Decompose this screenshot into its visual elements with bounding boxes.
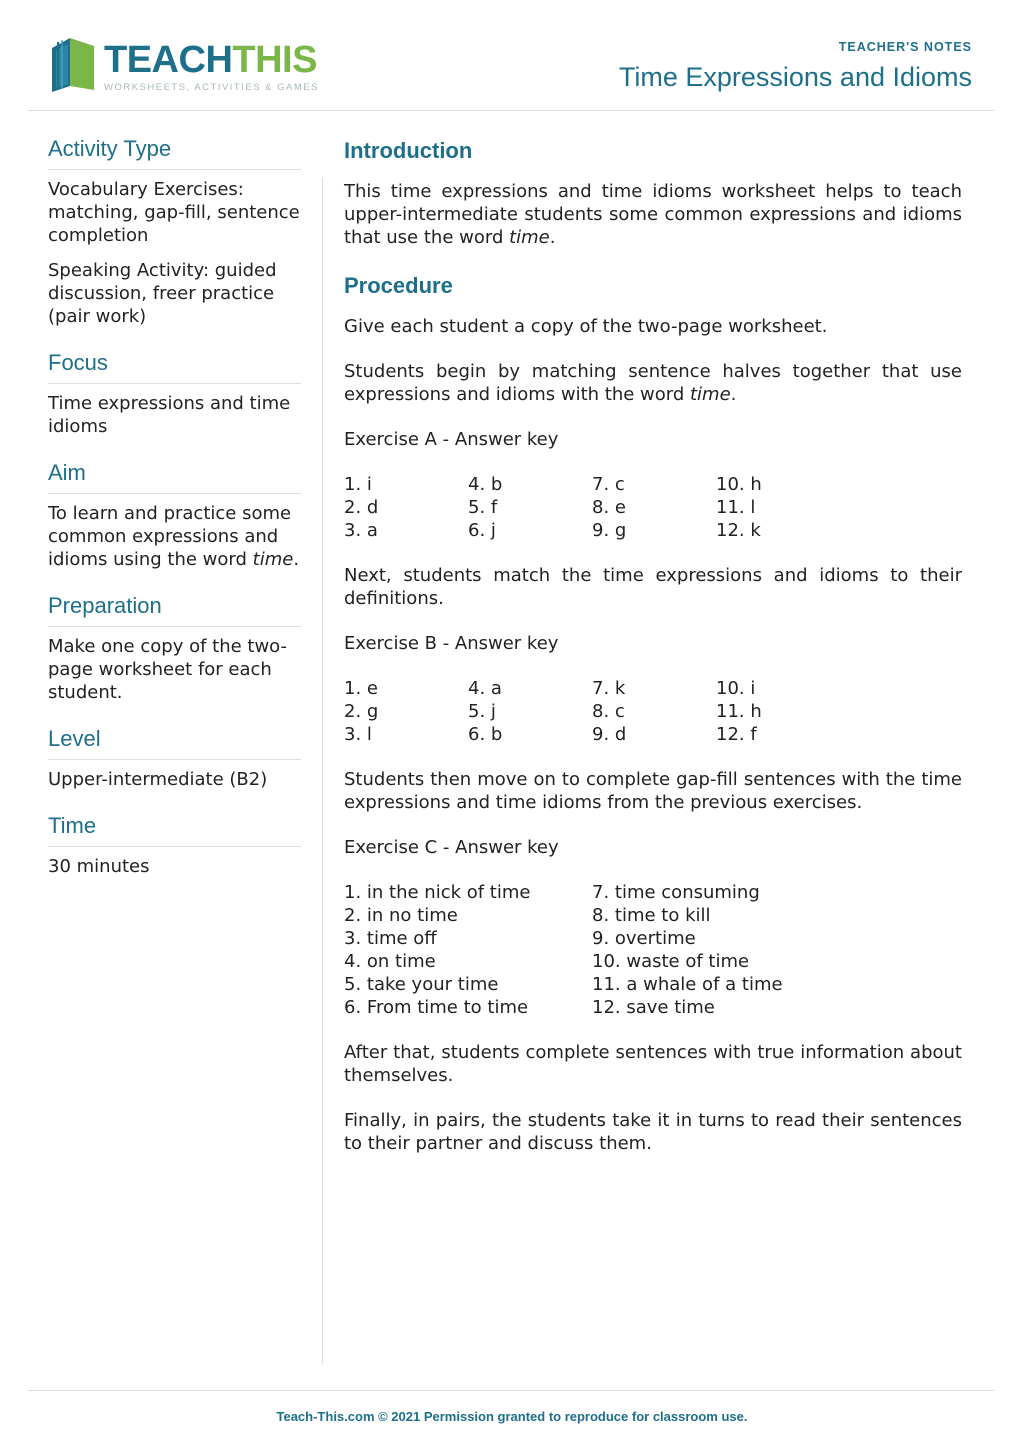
- introduction-text: [344, 180, 962, 249]
- paragraph: Speaking Activity: guided discussion, freer practice (pair work): [48, 260, 277, 327]
- paragraph: Vocabulary Exercises: matching, gap-fill, sentence completion: [48, 179, 300, 246]
- answer-cell: 6. j: [468, 520, 496, 541]
- exercise-c-answer-key: [344, 881, 962, 1019]
- answer-cell: 5. f: [468, 497, 498, 518]
- brand-name-part2: THIS: [232, 39, 317, 81]
- section-heading: Aim: [48, 460, 301, 494]
- sidebar-section-aim: [48, 460, 301, 571]
- sidebar: [48, 136, 301, 900]
- section-heading: Time: [48, 813, 301, 847]
- sidebar-section-focus: [48, 350, 301, 438]
- answer-cell: 10. waste of time: [592, 951, 750, 972]
- exercise-b-title: Exercise B - Answer key: [344, 633, 559, 654]
- answer-cell: 9. overtime: [592, 928, 696, 949]
- text-run: .: [730, 384, 737, 405]
- text-run: This time expressions and time idioms worksheet helps to teach upper-intermediate students some common expressions and idioms that use the word: [344, 181, 962, 248]
- page-header: [28, 0, 994, 111]
- paragraph: Give each student a copy of the two-page worksheet.: [344, 316, 828, 337]
- answer-cell: 5. j: [468, 701, 496, 722]
- sidebar-section-preparation: [48, 593, 301, 704]
- answer-cell: 12. save time: [592, 997, 715, 1018]
- answer-cell: 10. h: [716, 474, 762, 495]
- section-body: [48, 178, 301, 328]
- answer-cell: 11. l: [716, 497, 756, 518]
- text-run: To learn and practice some common expressions and idioms using the word: [48, 503, 292, 570]
- text-run: .: [293, 549, 300, 570]
- section-heading: Level: [48, 726, 301, 760]
- page-title: Time Expressions and Idioms: [618, 62, 972, 92]
- answer-cell: 4. a: [468, 678, 502, 699]
- answer-cell: 3. a: [344, 520, 378, 541]
- answer-cell: 6. b: [468, 724, 503, 745]
- section-heading: Focus: [48, 350, 301, 384]
- footer-divider: [28, 1390, 994, 1391]
- answer-cell: 1. i: [344, 474, 372, 495]
- section-heading: Activity Type: [48, 136, 301, 170]
- answer-cell: 11. a whale of a time: [592, 974, 783, 995]
- brand-logo: [48, 34, 319, 96]
- answer-cell: 9. d: [592, 724, 627, 745]
- answer-cell: 6. From time to time: [344, 997, 529, 1018]
- emphasis: time: [509, 227, 550, 248]
- answer-cell: 8. c: [592, 701, 625, 722]
- answer-cell: 4. b: [468, 474, 503, 495]
- procedure-heading: Procedure: [344, 273, 453, 298]
- sidebar-section-time: [48, 813, 301, 878]
- answer-cell: 2. d: [344, 497, 379, 518]
- exercise-a-answer-key: [344, 473, 962, 542]
- exercise-c-title: Exercise C - Answer key: [344, 837, 559, 858]
- answer-cell: 11. h: [716, 701, 762, 722]
- paragraph: Next, students match the time expressions and idioms to their definitions.: [344, 565, 962, 609]
- book-logo-icon: [48, 34, 98, 94]
- text-run: Students begin by matching sentence halves together that use expressions and idioms with the word: [344, 361, 962, 405]
- introduction-heading: Introduction: [344, 138, 473, 163]
- answer-cell: 3. time off: [344, 928, 437, 949]
- emphasis: time: [252, 549, 294, 570]
- paragraph: Make one copy of the two-page worksheet for each student.: [48, 636, 288, 703]
- section-body: [48, 768, 301, 791]
- answer-cell: 12. f: [716, 724, 757, 745]
- paragraph: 30 minutes: [48, 856, 150, 877]
- section-body: [48, 635, 301, 704]
- emphasis: time: [690, 384, 731, 405]
- answer-cell: 2. g: [344, 701, 379, 722]
- paragraph: Students then move on to complete gap-fill sentences with the time expressions and time idioms from the previous exercises.: [344, 769, 962, 813]
- answer-cell: 3. l: [344, 724, 372, 745]
- answer-cell: 1. in the nick of time: [344, 882, 531, 903]
- answer-cell: 7. time consuming: [592, 882, 760, 903]
- main-content: [344, 136, 962, 1177]
- answer-cell: 1. e: [344, 678, 378, 699]
- doc-type-label: TEACHER'S NOTES: [838, 40, 972, 54]
- answer-cell: 4. on time: [344, 951, 436, 972]
- paragraph: Upper-intermediate (B2): [48, 769, 268, 790]
- section-body: [48, 502, 301, 571]
- column-divider: [322, 178, 323, 1364]
- brand-name-part1: TEACH: [104, 39, 233, 81]
- exercise-b-answer-key: [344, 677, 962, 746]
- answer-cell: 7. c: [592, 474, 625, 495]
- answer-cell: 5. take your time: [344, 974, 499, 995]
- footer-copyright: Teach-This.com © 2021 Permission granted to reproduce for classroom use.: [276, 1409, 748, 1424]
- answer-cell: 2. in no time: [344, 905, 458, 926]
- answer-cell: 12. k: [716, 520, 761, 541]
- answer-cell: 8. time to kill: [592, 905, 711, 926]
- sidebar-section-activity-type: [48, 136, 301, 328]
- paragraph: [48, 502, 301, 571]
- sidebar-section-level: [48, 726, 301, 791]
- brand-tagline: WORKSHEETS, ACTIVITIES & GAMES: [104, 82, 319, 93]
- answer-cell: 9. g: [592, 520, 627, 541]
- answer-cell: 7. k: [592, 678, 626, 699]
- exercise-a-title: Exercise A - Answer key: [344, 429, 559, 450]
- paragraph: After that, students complete sentences with true information about themselves.: [344, 1042, 962, 1086]
- text-run: .: [549, 227, 556, 248]
- section-heading: Preparation: [48, 593, 301, 627]
- paragraph: Finally, in pairs, the students take it in turns to read their sentences to their partner and discuss them.: [344, 1110, 962, 1154]
- answer-cell: 10. i: [716, 678, 756, 699]
- paragraph: Time expressions and time idioms: [48, 393, 291, 437]
- section-body: [48, 855, 301, 878]
- section-body: [48, 392, 301, 438]
- brand-wordmark: [104, 38, 317, 82]
- answer-cell: 8. e: [592, 497, 626, 518]
- paragraph: [344, 360, 962, 406]
